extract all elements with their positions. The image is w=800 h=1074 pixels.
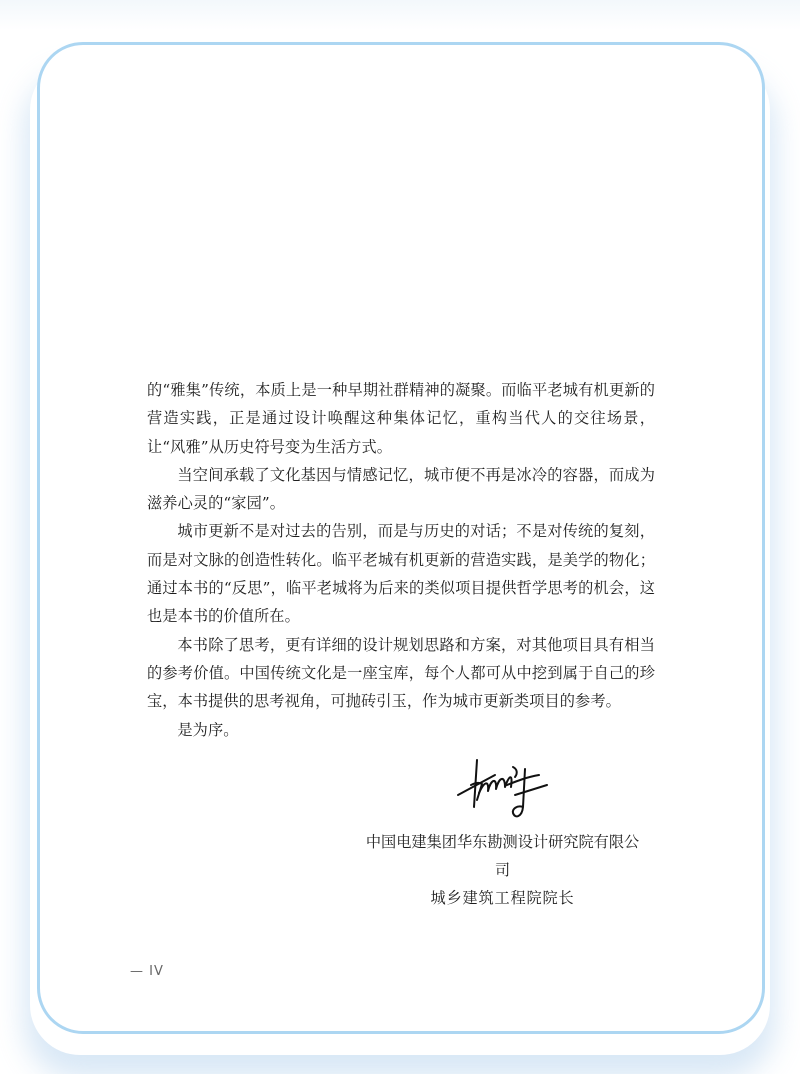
author-affiliation bbox=[360, 828, 645, 912]
page-number: — IV bbox=[130, 964, 164, 979]
top-background-haze bbox=[0, 0, 800, 30]
paragraph-3: 城市更新不是对过去的告别，而是与历史的对话；不是对传统的复刻，而是对文脉的创造性转化。临平老城有机更新的营造实践，是美学的物化；通过本书的“反思”，临平老城将为后来的类似项目提供哲学思考的机会，这也是本书的价值所在。 bbox=[147, 522, 655, 626]
paragraph-2: 当空间承载了文化基因与情感记忆，城市便不再是冰冷的容器，而成为滋养心灵的“家园”。 bbox=[147, 465, 655, 513]
paragraph-1: 的“雅集”传统，本质上是一种早期社群精神的凝聚。而临平老城有机更新的营造实践，正是通过设计唤醒这种集体记忆，重构当代人的交往场景，让“风雅”从历史符号变为生活方式。 bbox=[147, 381, 655, 456]
paragraph-4: 本书除了思考，更有详细的设计规划思路和方案，对其他项目具有相当的参考价值。中国传统文化是一座宝库，每个人都可从中挖到属于自己的珍宝，本书提供的思考视角，可抛砖引玉，作为城市更新类项目的参考。 bbox=[147, 635, 655, 711]
paragraph-closing: 是为序。 bbox=[177, 720, 239, 739]
organization-name: 中国电建集团华东勘测设计研究院有限公司 bbox=[365, 833, 640, 879]
signature-icon bbox=[455, 755, 555, 821]
preface-body bbox=[147, 376, 655, 744]
author-title: 城乡建筑工程院院长 bbox=[430, 889, 575, 907]
